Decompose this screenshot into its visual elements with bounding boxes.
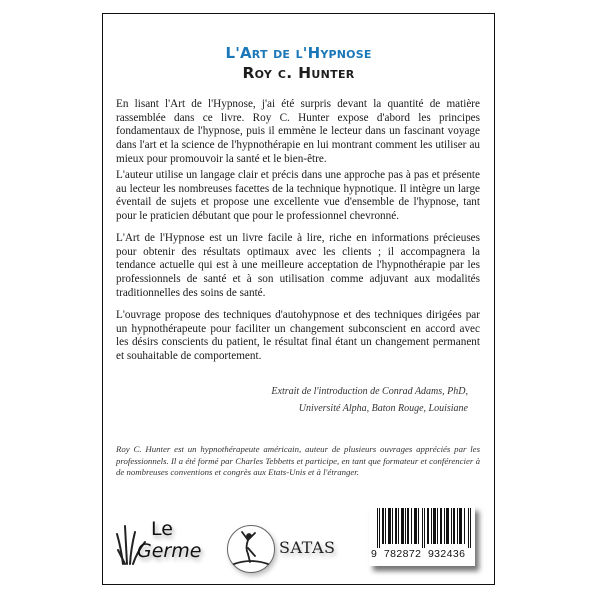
isbn-barcode bbox=[369, 506, 475, 566]
barcode-bars bbox=[377, 508, 473, 548]
blurb-paragraph: En lisant l'Art de l'Hypnose, j'ai été surpris devant la quantité de matière rassemblée dans ce livre. Roy C. Hunter expose d'abord les principes fondamentaux de l'hypnose, puis il emmène le lecteur dans un fascinant voyage dans l'art et la science de l'hypnothérapie en lui montrant comment les utiliser au mieux pour promouvoir la santé et le bien-être. bbox=[116, 98, 480, 165]
book-back-cover bbox=[102, 13, 495, 585]
satas-logo-text: SATAS bbox=[279, 538, 336, 557]
blurb-paragraph: L'Art de l'Hypnose est un livre facile à lire, riche en informations précieuses pour obtenir des résultats optimaux avec les clients ; il accompagnera la tendance actuelle qui est à une meilleure acceptation de l'hypnothérapie par les professionnels de santé et à son utilisation comme adjuvant aux modalités traditionnelles des soins de santé. bbox=[116, 232, 480, 299]
quote-credit-affiliation: Université Alpha, Baton Rouge, Louisiane bbox=[298, 403, 468, 414]
blurb-paragraph: L'auteur utilise un langage clair et précis dans une approche pas à pas et présente au lecteur les nombreuses facettes de la technique hypnotique. Il intègre un large éventail de sujets et propose une excellente vue d'ensemble de l'hypnose, tant pour le praticien débutant que pour le professionnel chevronné. bbox=[116, 169, 480, 223]
satas-logo bbox=[221, 519, 351, 579]
dancing-figure-icon bbox=[228, 526, 274, 572]
quote-credit-line: Extrait de l'introduction de Conrad Adams, PhD, bbox=[271, 386, 468, 397]
author-bio: Roy C. Hunter est un hypnothérapeute américain, auteur de plusieurs ouvrages appréciés par les professionnels. Il a été formé par Charles Tebbetts et participe, en tant que formateur et conférencier à de nombreuses conventions et congrès aux Etats-Unis et à l'étranger. bbox=[116, 444, 480, 477]
book-author: Roy c. Hunter bbox=[242, 64, 355, 82]
le-germe-logo-text-le: Le bbox=[151, 518, 173, 540]
book-title: L'Art de l'Hypnose bbox=[225, 44, 372, 62]
le-germe-logo-text-germe: Germe bbox=[137, 540, 202, 562]
isbn-number: 9 782872 932436 bbox=[371, 548, 466, 560]
blurb-paragraph: L'ouvrage propose des techniques d'autohypnose et des techniques dirigées par un hypnothérapeute pour faciliter un changement subconscient en accord avec les désirs conscients du patient, le résultat final étant un changement permanent et souhaitable de comportement. bbox=[116, 309, 480, 363]
satas-emblem bbox=[227, 525, 275, 573]
le-germe-logo bbox=[115, 512, 205, 572]
